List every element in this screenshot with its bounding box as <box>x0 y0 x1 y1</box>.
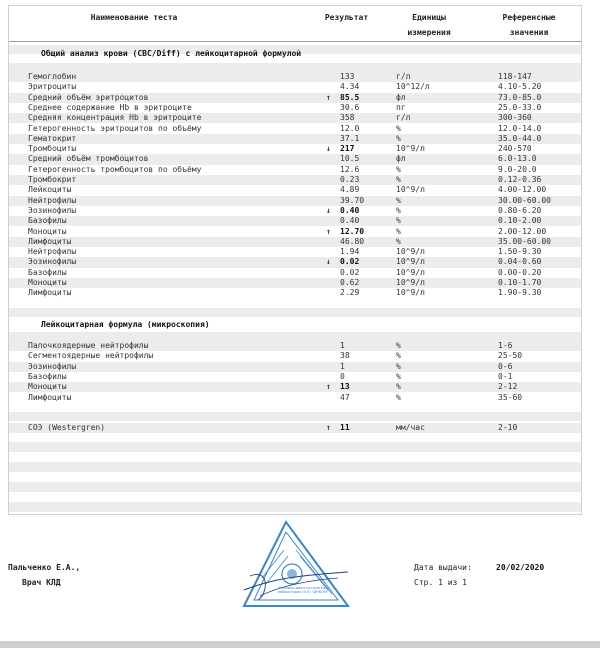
test-name: Лейкоциты <box>28 185 72 195</box>
stripe <box>9 502 581 512</box>
test-name: Эозинофилы <box>28 361 77 371</box>
table-row <box>9 134 581 144</box>
reference-range: 0-1 <box>498 371 513 381</box>
reference-range: 0.80-6.20 <box>498 205 542 215</box>
unit: % <box>396 205 401 215</box>
test-name: Моноциты <box>28 382 67 392</box>
header-test-name: Наименование теста <box>90 13 178 22</box>
table-row <box>9 278 581 288</box>
result-value: 0.40 <box>340 205 360 215</box>
result-value: 2.29 <box>340 288 360 298</box>
stripe <box>9 332 581 341</box>
table-row <box>9 82 581 92</box>
result-value: 30.6 <box>340 102 360 112</box>
unit: 10^9/л <box>396 247 425 257</box>
reference-range: 25-50 <box>498 351 523 361</box>
table-row <box>9 103 581 113</box>
unit: 10^9/л <box>396 257 425 267</box>
test-name: Среднее содержание Hb в эритроците <box>28 102 192 112</box>
test-name: Моноциты <box>28 278 67 287</box>
result-value: 4.34 <box>340 82 360 92</box>
stripe <box>9 308 581 317</box>
reference-range: 1.90-9.30 <box>498 288 542 298</box>
result-value: 0.23 <box>340 175 360 184</box>
table-row <box>9 185 581 195</box>
test-name: СОЭ (Westergren) <box>28 423 106 432</box>
test-name: Моноциты <box>28 226 67 236</box>
table-row <box>9 393 581 403</box>
test-name: Гематокрит <box>28 133 77 143</box>
lab-stamp <box>240 520 352 614</box>
unit: мм/час <box>396 423 425 432</box>
table-row <box>9 288 581 298</box>
unit: г/л <box>396 113 411 123</box>
unit: % <box>396 361 401 371</box>
bottom-bar <box>0 641 600 648</box>
result-value: 358 <box>340 113 355 123</box>
test-name: Нейтрофилы <box>28 247 77 257</box>
unit: 10^9/л <box>396 144 425 154</box>
result-value: 12.6 <box>340 164 360 174</box>
test-name: Сегментоядерные нейтрофилы <box>28 351 154 361</box>
section-microscopy-title: Лейкоцитарная формула (микроскопия) <box>41 320 210 329</box>
table-row <box>9 175 581 185</box>
reference-range: 4.10-5.20 <box>498 82 542 92</box>
reference-range: 12.0-14.0 <box>498 123 542 133</box>
flag-arrow-icon: ↑ <box>326 382 331 392</box>
reference-range: 300-360 <box>498 113 532 123</box>
header-units-line1: Единицы <box>412 13 446 22</box>
test-name: Лимфоциты <box>28 236 72 246</box>
test-name: Базофилы <box>28 371 67 381</box>
unit: пг <box>396 102 406 112</box>
unit: 10^9/л <box>396 185 425 195</box>
test-name: Гетерогенность тромбоцитов по объёму <box>28 164 202 174</box>
doctor-name: Пальченко Е.А., <box>8 563 81 572</box>
table-row <box>9 257 581 267</box>
reference-range: 0.10-1.70 <box>498 278 542 287</box>
test-name: Лимфоциты <box>28 392 72 402</box>
reference-range: 25.0-33.0 <box>498 102 542 112</box>
test-name: Базофилы <box>28 216 67 226</box>
flag-arrow-icon: ↓ <box>326 144 331 154</box>
header-units <box>389 10 469 40</box>
test-name: Эритроциты <box>28 82 77 92</box>
result-value: 13 <box>340 382 350 392</box>
header-ref-line1: Референсные <box>502 13 556 22</box>
unit: 10^9/л <box>396 267 425 277</box>
table-row <box>9 216 581 226</box>
reference-range: 1-6 <box>498 341 513 350</box>
reference-range: 35.0-44.0 <box>498 133 542 143</box>
unit: % <box>396 164 401 174</box>
table-row <box>9 372 581 382</box>
stripe <box>9 442 581 452</box>
test-name: Средний объём эритроцитов <box>28 92 149 102</box>
test-name: Тромбоциты <box>28 144 77 154</box>
table-row <box>9 93 581 103</box>
table-row <box>9 124 581 134</box>
unit: 10^9/л <box>396 278 425 287</box>
result-value: 1 <box>340 341 345 350</box>
result-value: 0.40 <box>340 216 360 226</box>
reference-range: 4.00-12.00 <box>498 185 547 195</box>
unit: % <box>396 382 401 392</box>
result-value: 12.0 <box>340 123 360 133</box>
result-value: 11 <box>340 423 350 432</box>
section-cbc-title: Общий анализ крови (CBC/Diff) с лейкоцитарной формулой <box>41 49 302 58</box>
test-name: Гетерогенность эритроцитов по объёму <box>28 123 202 133</box>
reference-range: 0-6 <box>498 361 513 371</box>
table-row <box>9 165 581 175</box>
unit: 10^12/л <box>396 82 430 92</box>
result-value: 85.5 <box>340 92 360 102</box>
unit: % <box>396 195 401 205</box>
unit: % <box>396 123 401 133</box>
table-row <box>9 341 581 351</box>
reference-range: 240-570 <box>498 144 532 154</box>
table-row <box>9 237 581 247</box>
table-row <box>9 154 581 164</box>
test-name: Лимфоциты <box>28 288 72 298</box>
result-value: 1.94 <box>340 247 360 257</box>
report-sheet <box>8 5 582 515</box>
reference-range: 35.00-60.00 <box>498 236 551 246</box>
unit: % <box>396 341 401 350</box>
result-value: 217 <box>340 144 355 154</box>
reference-range: 0.10-2.00 <box>498 216 542 226</box>
header-divider <box>9 41 581 42</box>
reference-range: 30.00-60.00 <box>498 195 551 205</box>
unit: % <box>396 133 401 143</box>
reference-range: 35-60 <box>498 392 523 402</box>
unit: % <box>396 236 401 246</box>
table-row <box>9 227 581 237</box>
reference-range: 0.00-0.20 <box>498 267 542 277</box>
unit: г/л <box>396 72 411 81</box>
header-ref-line2: значения <box>509 28 549 37</box>
table-row <box>9 268 581 278</box>
unit: % <box>396 392 401 402</box>
reference-range: 9.0-20.0 <box>498 164 537 174</box>
result-value: 133 <box>340 72 355 81</box>
header-units-line2: измерения <box>407 28 451 37</box>
result-value: 46.80 <box>340 236 365 246</box>
issue-date: 20/02/2020 <box>496 563 545 572</box>
header-reference <box>484 10 574 40</box>
flag-arrow-icon: ↑ <box>326 226 331 236</box>
test-name: Эозинофилы <box>28 257 77 267</box>
reference-range: 0.12-0.36 <box>498 175 542 184</box>
table-row <box>9 423 581 433</box>
result-value: 12.70 <box>340 226 365 236</box>
reference-range: 6.0-13.0 <box>498 154 537 164</box>
result-value: 38 <box>340 351 350 361</box>
unit: % <box>396 371 401 381</box>
reference-range: 73.0-85.0 <box>498 92 542 102</box>
result-value: 0.02 <box>340 257 360 267</box>
result-value: 4.89 <box>340 185 360 195</box>
table-row <box>9 206 581 216</box>
stamp-text: Клинико-диагностическая лаборатория ООО "ДНКОМ" <box>277 586 329 594</box>
reference-range: 1.50-9.30 <box>498 247 542 257</box>
test-name: Средний объём тромбоцитов <box>28 154 149 164</box>
test-name: Эозинофилы <box>28 205 77 215</box>
table-row <box>9 196 581 206</box>
doctor-title: Врач КЛД <box>22 578 61 587</box>
table-row <box>9 247 581 257</box>
stripe <box>9 482 581 492</box>
table-row <box>9 113 581 123</box>
stripe <box>9 63 581 72</box>
stripe <box>9 412 581 421</box>
test-name: Средняя концентрация Hb в эритроците <box>28 113 202 123</box>
result-value: 0.62 <box>340 278 360 287</box>
unit: фл <box>396 92 406 102</box>
header-result: Результат <box>324 13 369 22</box>
unit: % <box>396 226 401 236</box>
table-row <box>9 351 581 361</box>
unit: % <box>396 175 401 184</box>
test-name: Базофилы <box>28 267 67 277</box>
unit: 10^9/л <box>396 288 425 298</box>
stamp-triangle-icon <box>240 520 352 610</box>
result-value: 1 <box>340 361 345 371</box>
test-name: Тромбокрит <box>28 175 77 184</box>
result-value: 0 <box>340 371 345 381</box>
reference-range: 2-10 <box>498 423 518 432</box>
stripe <box>9 462 581 472</box>
unit: фл <box>396 154 406 164</box>
test-name: Гемоглобин <box>28 72 77 81</box>
flag-arrow-icon: ↓ <box>326 257 331 267</box>
reference-range: 0.04-0.60 <box>498 257 542 267</box>
result-value: 0.02 <box>340 267 360 277</box>
table-row <box>9 362 581 372</box>
flag-arrow-icon: ↑ <box>326 92 331 102</box>
test-name: Нейтрофилы <box>28 195 77 205</box>
result-value: 37.1 <box>340 133 360 143</box>
reference-range: 2-12 <box>498 382 518 392</box>
unit: % <box>396 216 401 226</box>
page-number: Стр. 1 из 1 <box>414 578 467 587</box>
reference-range: 118-147 <box>498 72 532 81</box>
result-value: 10.5 <box>340 154 360 164</box>
reference-range: 2.00-12.00 <box>498 226 547 236</box>
table-row <box>9 144 581 154</box>
flag-arrow-icon: ↓ <box>326 205 331 215</box>
unit: % <box>396 351 401 361</box>
result-value: 39.70 <box>340 195 365 205</box>
table-row <box>9 382 581 392</box>
issue-date-label: Дата выдачи: <box>414 563 472 572</box>
result-value: 47 <box>340 392 350 402</box>
table-row <box>9 72 581 82</box>
test-name: Палочкоядерные нейтрофилы <box>28 341 149 350</box>
flag-arrow-icon: ↑ <box>326 423 331 432</box>
